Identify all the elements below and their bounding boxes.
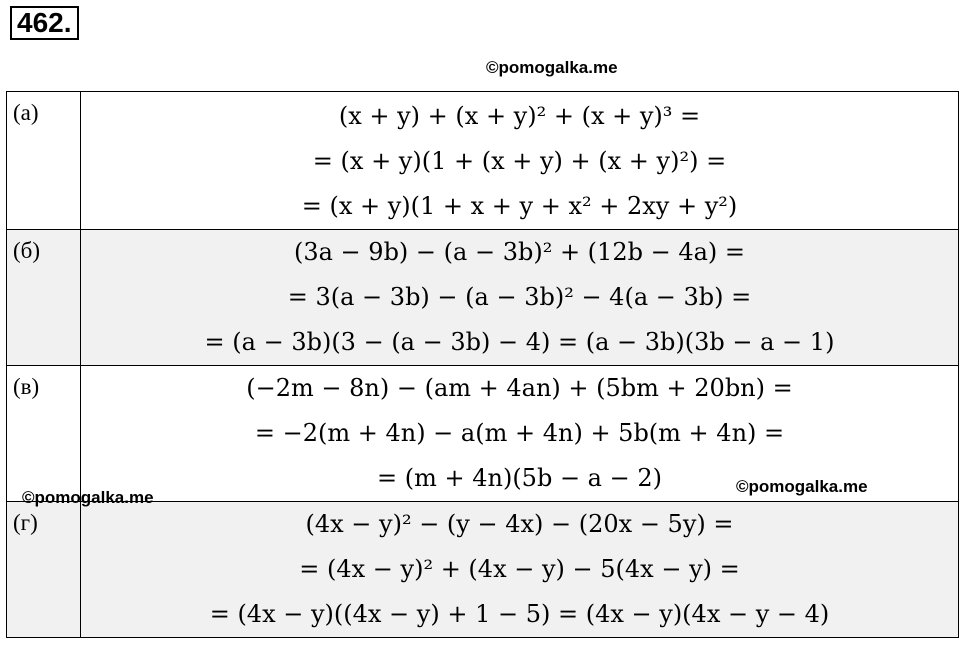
expression-line: (−2m − 8n) − (am + 4an) + (5bm + 20bn) = <box>246 374 793 402</box>
expression-cell-g <box>81 502 959 638</box>
solution-table <box>6 91 959 638</box>
expression-line: = (a − 3b)(3 − (a − 3b) − 4) = (a − 3b)(3b − a − 1) <box>204 328 835 356</box>
row-label-b: (б) <box>7 230 81 366</box>
expression-line: = (m + 4n)(5b − a − 2) <box>377 464 662 492</box>
expression-line: = −2(m + 4n) − a(m + 4n) + 5b(m + 4n) = <box>254 419 785 447</box>
row-label-v: (в) <box>7 366 81 502</box>
expression-line: (3a − 9b) − (a − 3b)² + (12b − 4a) = <box>293 238 745 266</box>
expression-line: = (x + y)(1 + x + y + x² + 2xy + y²) <box>301 192 738 220</box>
row-label-g: (г) <box>7 502 81 638</box>
watermark-left: ©pomogalka.me <box>22 488 154 507</box>
expression-cell-a <box>81 92 959 230</box>
expression-line: (4x − y)² − (y − 4x) − (20x − 5y) = <box>305 510 734 538</box>
watermark-right: ©pomogalka.me <box>736 477 868 496</box>
expression-line: = (4x − y)² + (4x − y) − 5(4x − y) = <box>299 555 740 583</box>
row-label-a: (а) <box>7 92 81 230</box>
solution-row-b <box>7 230 959 366</box>
expression-line: = (4x − y)((4x − y) + 1 − 5) = (4x − y)(4x − y − 4) <box>209 600 830 628</box>
solution-row-g <box>7 502 959 638</box>
watermark-top: ©pomogalka.me <box>486 58 618 77</box>
expression-line: (x + y) + (x + y)² + (x + y)³ = <box>338 102 701 130</box>
expression-line: = 3(a − 3b) − (a − 3b)² − 4(a − 3b) = <box>287 283 752 311</box>
problem-number: 462. <box>10 6 79 40</box>
expression-cell-b <box>81 230 959 366</box>
expression-line: = (x + y)(1 + (x + y) + (x + y)²) = <box>312 147 727 175</box>
solution-row-a <box>7 92 959 230</box>
